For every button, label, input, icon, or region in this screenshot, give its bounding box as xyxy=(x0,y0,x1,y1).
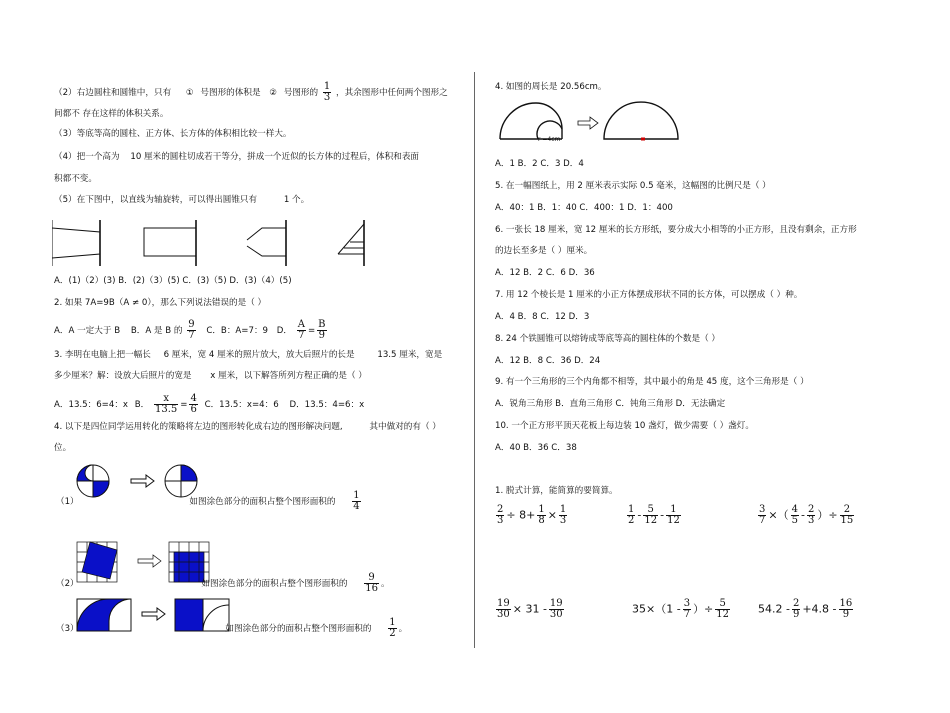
figure-2-text: （2） 如图涂色部分的面积占整个图形面积的 $\frac{9}{16}$ 。 xyxy=(56,572,390,594)
expression-1: $\frac{2}{3}$ ÷ 8+ $\frac{1}{8}$ × $\frac{1}{3}$ xyxy=(497,504,567,526)
figure-1-text: （1） 如图涂色部分的面积占整个图形面积的 $\frac{1}{4}$ xyxy=(56,490,360,512)
shape-3 xyxy=(247,228,286,256)
question-5-options: A．(1)（2）(3) B．(2)（3）(5) C．(3)（5) D．(3)（4）(5) xyxy=(54,276,292,286)
right-question-10-options: A．40 B．36 C．38 xyxy=(495,443,577,453)
expression-6: 54.2 - $\frac{2}{9}$ +4.8 - $\frac{16}{9}$ xyxy=(758,598,853,620)
right-question-7-options: A．4 B．8 C．12 D．3 xyxy=(495,312,590,322)
right-question-5-options: A．40：1 B．1：40 C．400：1 D．1：400 xyxy=(495,203,673,213)
shape-2 xyxy=(144,228,196,256)
expression-3: $\frac{3}{7}$ ×（ $\frac{4}{5}$ - $\frac{2}{3}$ ）÷ $\frac{2}{15}$ xyxy=(759,504,854,526)
problem-2-options: A．A 一定大于 B B．A 是 B 的 $\frac{9}{7}$ C．B：A=7：9 D． $\frac{A}{7}$ = $\frac{B}{9}$ xyxy=(54,319,326,341)
problem-4-line-1: 4. 以下是四位同学运用转化的策略将左边的图形转化成右边的图形解决问题, 其中做对的有（ ） xyxy=(54,422,441,432)
right-question-7: 7. 用 12 个棱长是 1 厘米的小正方体摆成形状不同的长方体，可以摆成（ ）种。 xyxy=(495,290,803,300)
right-question-4: 4. 如图的周长是 20.56cm。 xyxy=(495,82,607,92)
right-question-8-options: A．12 B．8 C．36 D．24 xyxy=(495,356,601,366)
right-question-9-options: A．锐角三角形 B．直角三角形 C．钝角三角形 D．无法确定 xyxy=(495,399,726,409)
fraction: $\frac{1}{3}$ xyxy=(323,81,331,103)
question-2-line-2: 间都不 存在这样的体积关系。 xyxy=(54,109,169,119)
arrow-icon xyxy=(578,117,598,129)
column-divider xyxy=(474,72,475,648)
right-question-8: 8. 24 个铁圆锥可以熔铸成等底等高的圆柱体的个数是（ ） xyxy=(495,334,720,344)
question-2-line-1: （2）右边圆柱和圆锥中，只有 ① 号图形的体积是 ② 号图形的 $\frac{1}{3}$ ，其余图形中任何两个图形之 xyxy=(54,81,448,103)
question-4-line-2: 积都不变。 xyxy=(54,174,97,184)
expression-2: $\frac{1}{2}$ - $\frac{5}{12}$ - $\frac{1}{12}$ xyxy=(628,504,680,526)
expression-4: $\frac{19}{30}$ × 31 - $\frac{19}{30}$ xyxy=(497,598,563,620)
shape-4 xyxy=(338,224,364,254)
shape-1 xyxy=(52,228,100,258)
problem-4-line-2: 位。 xyxy=(54,443,72,453)
right-question-9: 9. 有一个三角形的三个内角都不相等，其中最小的角是 45 度，这个三角形是（ ） xyxy=(495,377,809,387)
arrow-icon xyxy=(138,555,161,567)
rotation-shapes-figure xyxy=(52,218,382,270)
question-4-line-1: （4）把一个高为 10 厘米的圆柱切成若干等分，拼成一个近似的长方体的过程后，体积和表面 xyxy=(54,152,420,162)
right-question-6-options: A．12 B．2 C．6 D．36 xyxy=(495,268,595,278)
calculation-title: 1. 脱式计算，能简算的要简算。 xyxy=(495,486,618,496)
perimeter-figure xyxy=(494,97,680,143)
problem-3-line-2: 多少厘米？解：设放大后照片的宽是 x 厘米，以下解答所列方程正确的是（ ） xyxy=(54,371,367,381)
figure-3-text: （3） 如图涂色部分的面积占整个图形面积的 $\frac{1}{2}$ 。 xyxy=(56,617,408,639)
right-question-5: 5. 在一幅图纸上，用 2 厘米表示实际 0.5 毫米，这幅图的比例尺是（ ） xyxy=(495,181,771,191)
problem-2: 2. 如果 7A=9B（A ≠ 0），那么下列说法错误的是（ ） xyxy=(54,298,267,308)
question-3: （3）等底等高的圆柱、正方体、长方体的体积相比较一样大。 xyxy=(54,129,292,139)
expression-5: 35×（1 - $\frac{3}{7}$ ）÷ $\frac{5}{12}$ xyxy=(632,598,730,620)
semicircle-shape xyxy=(604,102,678,139)
question-5: （5）在下图中，以直线为轴旋转，可以得出圆锥只有 1 个。 xyxy=(54,195,310,205)
problem-3-options: A．13.5：6=4：x B． $\frac{x}{13.5}$ = $\frac{4}{6}$ C．13.5：x=4：6 D．13.5：4=6：x xyxy=(54,393,365,415)
right-question-10: 10. 一个正方形平顶天花板上每边装 10 盏灯，做少需要（ ）盏灯。 xyxy=(495,421,754,431)
problem-3-line-1: 3. 李明在电脑上把一幅长 6 厘米，宽 4 厘米的照片放大，放大后照片的长是 13.5 厘米，宽是 xyxy=(54,350,443,360)
right-question-4-options: A．1 B．2 C．3 D．4 xyxy=(495,159,584,169)
arrow-icon xyxy=(131,475,154,487)
right-question-6-line-2: 的边长至多是（ ）厘米。 xyxy=(495,246,593,256)
right-question-6-line-1: 6. 一张长 18 厘米，宽 12 厘米的长方形纸，要分成大小相等的小正方形，且没有剩余，正方形 xyxy=(495,225,857,235)
radius-label: r =4cm xyxy=(538,136,561,143)
